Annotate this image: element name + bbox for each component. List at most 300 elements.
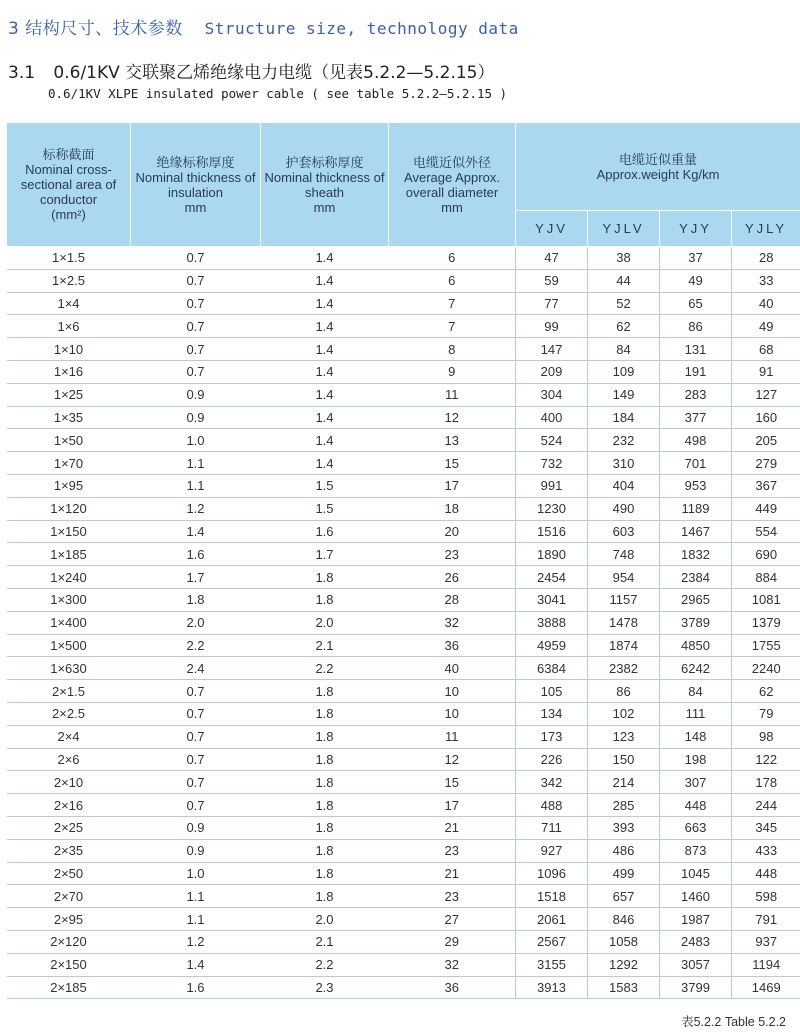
table-cell: 846 (588, 908, 660, 931)
table-cell: 1987 (660, 908, 732, 931)
table-cell: 1890 (516, 543, 588, 566)
table-cell: 499 (588, 862, 660, 885)
table-cell: 2061 (516, 908, 588, 931)
table-cell: 1.8 (261, 702, 389, 725)
header-sheath (261, 123, 389, 247)
table-cell: 4959 (516, 634, 588, 657)
header-insulation-unit: mm (184, 199, 207, 215)
table-cell: 1230 (516, 497, 588, 520)
table-cell: 86 (588, 680, 660, 703)
table-cell: 65 (660, 292, 732, 315)
table-cell: 2483 (660, 930, 732, 953)
table-cell: 1.4 (261, 247, 389, 270)
table-cell: 77 (516, 292, 588, 315)
table-row (7, 247, 800, 270)
table-cell: 1832 (660, 543, 732, 566)
table-cell: 1.6 (131, 543, 261, 566)
table-cell: 8 (389, 338, 516, 361)
table-cell: 490 (588, 497, 660, 520)
table-cell: 1.1 (131, 885, 261, 908)
table-cell: 1×400 (7, 611, 131, 634)
table-cell: 1.8 (261, 566, 389, 589)
table-cell: 205 (732, 429, 800, 452)
table-cell: 1157 (588, 588, 660, 611)
table-cell: 1.8 (261, 680, 389, 703)
table-cell: 23 (389, 839, 516, 862)
table-caption: 表5.2.2 Table 5.2.2 (681, 1015, 786, 1029)
table-cell: 1.8 (261, 816, 389, 839)
table-cell: 2×1.5 (7, 680, 131, 703)
table-row (7, 725, 800, 748)
table-row (7, 839, 800, 862)
table-cell: 15 (389, 771, 516, 794)
table-cell: 40 (389, 657, 516, 680)
table-cell: 2.4 (131, 657, 261, 680)
table-cell: 37 (660, 247, 732, 270)
table-cell: 748 (588, 543, 660, 566)
table-cell: 367 (732, 474, 800, 497)
table-cell: 2×120 (7, 930, 131, 953)
table-cell: 6242 (660, 657, 732, 680)
subsection-title-cn: 0.6/1KV 交联聚乙烯绝缘电力电缆（见表5.2.2—5.2.15） (53, 63, 495, 83)
table-cell: 178 (732, 771, 800, 794)
table-row (7, 292, 800, 315)
table-cell: 49 (660, 269, 732, 292)
table-cell: 3155 (516, 953, 588, 976)
table-cell: 1×25 (7, 383, 131, 406)
table-cell: 3888 (516, 611, 588, 634)
header-weight-en: Approx.weight Kg/km (596, 166, 720, 182)
table-cell: 0.7 (131, 702, 261, 725)
table-cell: 149 (588, 383, 660, 406)
section-title-cn: 3 结构尺寸、技术参数 (8, 19, 183, 39)
table-cell: 1518 (516, 885, 588, 908)
table-cell: 84 (660, 680, 732, 703)
table-row (7, 794, 800, 817)
table-cell: 1.6 (261, 520, 389, 543)
table-cell: 873 (660, 839, 732, 862)
table-cell: 2.2 (261, 953, 389, 976)
cable-spec-table (6, 122, 800, 999)
table-cell: 0.7 (131, 269, 261, 292)
table-cell: 1×120 (7, 497, 131, 520)
table-row (7, 474, 800, 497)
table-cell: 1755 (732, 634, 800, 657)
table-cell: 448 (660, 794, 732, 817)
table-row (7, 588, 800, 611)
table-cell: 13 (389, 429, 516, 452)
table-cell: 1.4 (261, 360, 389, 383)
table-cell: 1.4 (261, 292, 389, 315)
table-cell: 1×300 (7, 588, 131, 611)
table-cell: 433 (732, 839, 800, 862)
table-cell: 1379 (732, 611, 800, 634)
table-cell: 1.1 (131, 908, 261, 931)
table-cell: 283 (660, 383, 732, 406)
subsection-title-en: 0.6/1KV XLPE insulated power cable ( see table 5.2.2—5.2.15 ) (48, 86, 508, 101)
header-weight-cn: 电缆近似重量 (619, 151, 698, 167)
table-row (7, 611, 800, 634)
table-cell: 122 (732, 748, 800, 771)
header-diameter (389, 123, 516, 247)
table-cell: 134 (516, 702, 588, 725)
table-cell: 1×500 (7, 634, 131, 657)
table-cell: 2965 (660, 588, 732, 611)
table-cell: 2.2 (131, 634, 261, 657)
table-cell: 927 (516, 839, 588, 862)
table-cell: 0.9 (131, 406, 261, 429)
table-cell: 791 (732, 908, 800, 931)
table-cell: 2382 (588, 657, 660, 680)
table-cell: 1.8 (131, 588, 261, 611)
table-cell: 36 (389, 976, 516, 999)
table-cell: 2567 (516, 930, 588, 953)
table-cell: 214 (588, 771, 660, 794)
table-cell: 102 (588, 702, 660, 725)
table-cell: 123 (588, 725, 660, 748)
table-cell: 279 (732, 452, 800, 475)
table-cell: 4850 (660, 634, 732, 657)
table-row (7, 315, 800, 338)
table-cell: 598 (732, 885, 800, 908)
table-row (7, 543, 800, 566)
table-cell: 0.7 (131, 725, 261, 748)
header-sheath-en: Nominal thickness of sheath (264, 169, 385, 200)
table-cell: 1×10 (7, 338, 131, 361)
table-cell: 0.9 (131, 816, 261, 839)
table-cell: 377 (660, 406, 732, 429)
table-cell: 44 (588, 269, 660, 292)
table-cell: 232 (588, 429, 660, 452)
table-cell: 0.7 (131, 794, 261, 817)
header-diameter-unit: mm (441, 199, 463, 215)
table-cell: 49 (732, 315, 800, 338)
table-cell: 1.8 (261, 794, 389, 817)
table-cell: 1469 (732, 976, 800, 999)
table-cell: 62 (732, 680, 800, 703)
table-cell: 0.7 (131, 247, 261, 270)
table-cell: 1×16 (7, 360, 131, 383)
table-cell: 160 (732, 406, 800, 429)
subsection-title (8, 58, 495, 83)
table-row (7, 406, 800, 429)
table-cell: 393 (588, 816, 660, 839)
table-cell: 36 (389, 634, 516, 657)
table-cell: 937 (732, 930, 800, 953)
table-cell: 7 (389, 292, 516, 315)
table-row (7, 771, 800, 794)
table-row (7, 953, 800, 976)
table-row (7, 657, 800, 680)
table-cell: 2×35 (7, 839, 131, 862)
table-cell: 59 (516, 269, 588, 292)
table-cell: 150 (588, 748, 660, 771)
table-cell: 2384 (660, 566, 732, 589)
table-body (7, 247, 800, 999)
table-cell: 147 (516, 338, 588, 361)
table-cell: 690 (732, 543, 800, 566)
table-cell: 99 (516, 315, 588, 338)
table-cell: 2×25 (7, 816, 131, 839)
table-cell: 400 (516, 406, 588, 429)
table-cell: 1.2 (131, 930, 261, 953)
header-weight-col: YJV (516, 211, 588, 247)
table-cell: 2×185 (7, 976, 131, 999)
table-cell: 1.4 (131, 520, 261, 543)
table-cell: 953 (660, 474, 732, 497)
header-weight-col: YJY (660, 211, 732, 247)
table-cell: 1.2 (131, 497, 261, 520)
table-row (7, 930, 800, 953)
table-cell: 131 (660, 338, 732, 361)
table-cell: 98 (732, 725, 800, 748)
table-row (7, 976, 800, 999)
table-cell: 1096 (516, 862, 588, 885)
table-cell: 1460 (660, 885, 732, 908)
table-cell: 109 (588, 360, 660, 383)
table-cell: 244 (732, 794, 800, 817)
table-row (7, 452, 800, 475)
table-row (7, 360, 800, 383)
table-cell: 1×1.5 (7, 247, 131, 270)
table-cell: 68 (732, 338, 800, 361)
table-cell: 23 (389, 885, 516, 908)
table-cell: 1.4 (261, 429, 389, 452)
table-cell: 2×4 (7, 725, 131, 748)
table-cell: 0.7 (131, 680, 261, 703)
table-cell: 0.7 (131, 315, 261, 338)
table-cell: 2.0 (261, 611, 389, 634)
table-cell: 2240 (732, 657, 800, 680)
table-cell: 1×35 (7, 406, 131, 429)
header-weight-col: YJLY (732, 211, 800, 247)
table-cell: 1.4 (261, 452, 389, 475)
table-cell: 991 (516, 474, 588, 497)
table-cell: 86 (660, 315, 732, 338)
table-cell: 1×70 (7, 452, 131, 475)
table-cell: 524 (516, 429, 588, 452)
table-cell: 1.8 (261, 725, 389, 748)
table-cell: 1×4 (7, 292, 131, 315)
table-cell: 1.4 (131, 953, 261, 976)
table-cell: 209 (516, 360, 588, 383)
table-cell: 173 (516, 725, 588, 748)
table-cell: 23 (389, 543, 516, 566)
table-cell: 1.4 (261, 315, 389, 338)
table-cell: 404 (588, 474, 660, 497)
header-insulation-en: Nominal thickness of insulation (135, 169, 256, 200)
table-cell: 1.6 (131, 976, 261, 999)
table-row (7, 862, 800, 885)
table-cell: 884 (732, 566, 800, 589)
table-cell: 1058 (588, 930, 660, 953)
table-row (7, 748, 800, 771)
table-cell: 1.8 (261, 885, 389, 908)
table-cell: 10 (389, 680, 516, 703)
table-cell: 20 (389, 520, 516, 543)
table-cell: 1.5 (261, 474, 389, 497)
table-cell: 40 (732, 292, 800, 315)
table-cell: 2.0 (261, 908, 389, 931)
table-cell: 1.4 (261, 269, 389, 292)
table-cell: 17 (389, 474, 516, 497)
table-cell: 1081 (732, 588, 800, 611)
table-cell: 304 (516, 383, 588, 406)
table-cell: 28 (732, 247, 800, 270)
table-cell: 2×70 (7, 885, 131, 908)
table-cell: 1.8 (261, 748, 389, 771)
table-cell: 1.8 (261, 771, 389, 794)
table-cell: 663 (660, 816, 732, 839)
table-cell: 1874 (588, 634, 660, 657)
table-cell: 32 (389, 611, 516, 634)
table-cell: 1467 (660, 520, 732, 543)
section-title-en: Structure size, technology data (204, 19, 519, 38)
table-cell: 10 (389, 702, 516, 725)
table-cell: 2×50 (7, 862, 131, 885)
table-cell: 6 (389, 269, 516, 292)
table-cell: 0.7 (131, 292, 261, 315)
table-cell: 111 (660, 702, 732, 725)
table-cell: 1194 (732, 953, 800, 976)
table-cell: 2×16 (7, 794, 131, 817)
table-cell: 2.2 (261, 657, 389, 680)
table-cell: 345 (732, 816, 800, 839)
table-cell: 21 (389, 862, 516, 885)
table-cell: 701 (660, 452, 732, 475)
table-cell: 1045 (660, 862, 732, 885)
header-insulation (131, 123, 261, 247)
table-cell: 310 (588, 452, 660, 475)
header-area-unit: (mm²) (51, 207, 86, 222)
table-cell: 732 (516, 452, 588, 475)
table-cell: 12 (389, 406, 516, 429)
table-cell: 0.7 (131, 748, 261, 771)
table-cell: 488 (516, 794, 588, 817)
table-cell: 6384 (516, 657, 588, 680)
table-cell: 2×10 (7, 771, 131, 794)
table-cell: 449 (732, 497, 800, 520)
table-cell: 498 (660, 429, 732, 452)
table-cell: 307 (660, 771, 732, 794)
table-row (7, 680, 800, 703)
table-cell: 2.3 (261, 976, 389, 999)
table-cell: 1×630 (7, 657, 131, 680)
table-row (7, 429, 800, 452)
table-cell: 1292 (588, 953, 660, 976)
table-cell: 15 (389, 452, 516, 475)
table-cell: 285 (588, 794, 660, 817)
table-cell: 21 (389, 816, 516, 839)
table-row (7, 908, 800, 931)
table-row (7, 634, 800, 657)
table-cell: 1×2.5 (7, 269, 131, 292)
table-cell: 18 (389, 497, 516, 520)
table-cell: 226 (516, 748, 588, 771)
table-cell: 191 (660, 360, 732, 383)
table-cell: 657 (588, 885, 660, 908)
table-cell: 198 (660, 748, 732, 771)
table-cell: 148 (660, 725, 732, 748)
table-row (7, 269, 800, 292)
table-cell: 1583 (588, 976, 660, 999)
table-cell: 1.1 (131, 474, 261, 497)
header-weight (516, 123, 800, 211)
table-cell: 184 (588, 406, 660, 429)
table-cell: 7 (389, 315, 516, 338)
table-cell: 33 (732, 269, 800, 292)
table-row (7, 383, 800, 406)
table-cell: 27 (389, 908, 516, 931)
table-cell: 26 (389, 566, 516, 589)
table-cell: 1×240 (7, 566, 131, 589)
table-cell: 52 (588, 292, 660, 315)
table-cell: 28 (389, 588, 516, 611)
table-cell: 448 (732, 862, 800, 885)
table-cell: 486 (588, 839, 660, 862)
table-cell: 3041 (516, 588, 588, 611)
table-cell: 9 (389, 360, 516, 383)
subsection-number: 3.1 (8, 63, 36, 83)
table-cell: 38 (588, 247, 660, 270)
table-cell: 12 (389, 748, 516, 771)
table-cell: 1516 (516, 520, 588, 543)
table-cell: 32 (389, 953, 516, 976)
table-cell: 1.8 (261, 588, 389, 611)
table-cell: 3913 (516, 976, 588, 999)
table-cell: 1.4 (261, 383, 389, 406)
table-cell: 1.7 (261, 543, 389, 566)
header-diameter-en: Average Approx. overall diameter (404, 169, 500, 200)
header-sheath-cn: 护套标称厚度 (285, 154, 364, 170)
table-cell: 2×95 (7, 908, 131, 931)
header-area-en: Nominal cross-sectional area of conductor (20, 162, 117, 207)
table-cell: 6 (389, 247, 516, 270)
table-cell: 1189 (660, 497, 732, 520)
table-cell: 0.7 (131, 771, 261, 794)
table-cell: 342 (516, 771, 588, 794)
table-cell: 79 (732, 702, 800, 725)
table-row (7, 338, 800, 361)
table-cell: 1.8 (261, 862, 389, 885)
table-cell: 1×185 (7, 543, 131, 566)
table-row (7, 816, 800, 839)
header-insulation-cn: 绝缘标称厚度 (156, 154, 235, 170)
table-row (7, 702, 800, 725)
header-area-cn: 标称截面 (42, 147, 95, 162)
table-cell: 2×150 (7, 953, 131, 976)
section-title (8, 14, 519, 39)
table-cell: 0.9 (131, 839, 261, 862)
header-diameter-cn: 电缆近似外径 (412, 154, 491, 170)
table-cell: 1.0 (131, 862, 261, 885)
table-cell: 1×50 (7, 429, 131, 452)
table-row (7, 566, 800, 589)
table-cell: 2.1 (261, 634, 389, 657)
table-cell: 1.4 (261, 338, 389, 361)
table-cell: 2.1 (261, 930, 389, 953)
table-cell: 3789 (660, 611, 732, 634)
table-cell: 0.7 (131, 360, 261, 383)
table-cell: 17 (389, 794, 516, 817)
table-cell: 1.4 (261, 406, 389, 429)
table-row (7, 885, 800, 908)
table-cell: 2454 (516, 566, 588, 589)
table-cell: 11 (389, 383, 516, 406)
table-cell: 1.7 (131, 566, 261, 589)
table-cell: 11 (389, 725, 516, 748)
table-cell: 2×2.5 (7, 702, 131, 725)
